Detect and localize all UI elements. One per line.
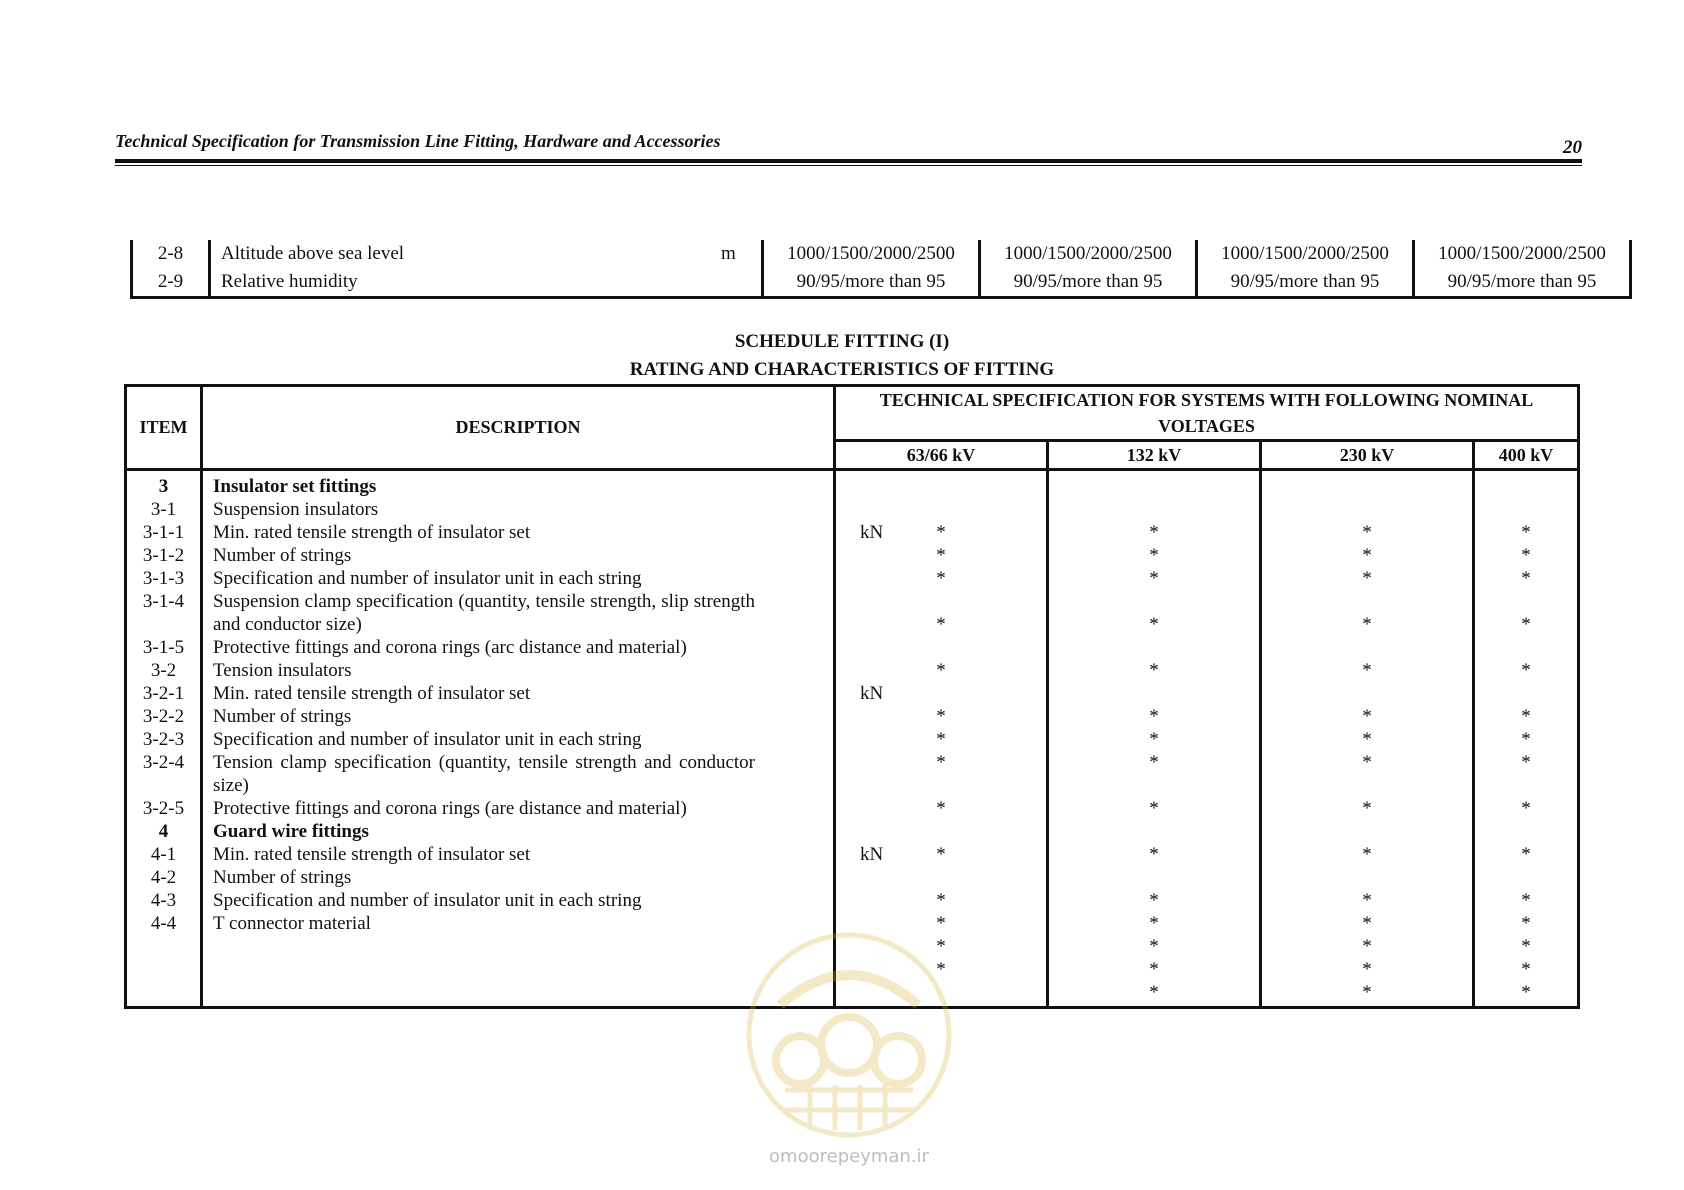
row-item-number: 3-1-2: [142, 545, 185, 566]
row-value: [1262, 797, 1472, 843]
value-asterisk: *: [936, 614, 946, 635]
value-asterisk: *: [1149, 752, 1159, 773]
value-asterisk: *: [1149, 522, 1159, 543]
row-item-number: 3-2-1: [142, 683, 185, 704]
row-value: [1049, 889, 1259, 912]
row-item-number: 3-1: [150, 499, 177, 520]
value-asterisk: *: [1362, 982, 1372, 1003]
row-value: [836, 659, 1046, 682]
value-asterisk: *: [1149, 545, 1159, 566]
row-value: [1475, 981, 1577, 1004]
row-item-number: 3-2-4: [142, 752, 185, 773]
row-description-text: Protective fittings and corona rings (arc distance and material): [213, 637, 687, 658]
value-asterisk: *: [936, 752, 946, 773]
row-value: [1262, 935, 1472, 958]
page-number: 20: [1563, 137, 1582, 158]
row-value: [1262, 981, 1472, 1004]
row-value: [1049, 475, 1259, 498]
value-column-230kv: [1261, 470, 1474, 1008]
env-row-value: 1000/1500/2000/2500: [1414, 240, 1631, 268]
row-value: [1262, 866, 1472, 889]
header-title: Technical Specification for Transmission Line Fitting, Hardware and Accessories: [115, 131, 721, 151]
row-value: [1049, 912, 1259, 935]
row-value: [1049, 659, 1259, 682]
env-row-description: Altitude above sea level: [221, 243, 405, 264]
value-asterisk: *: [1521, 545, 1531, 566]
row-description: [203, 705, 833, 728]
environment-row: [132, 240, 1631, 268]
value-asterisk: *: [1149, 798, 1159, 819]
row-description: [203, 521, 884, 544]
row-description-text: Min. rated tensile strength of insulator set: [213, 683, 531, 704]
row-description-text: Min. rated tensile strength of insulator set: [213, 844, 531, 865]
value-asterisk: *: [1521, 982, 1531, 1003]
row-description: [203, 475, 833, 498]
row-item-number: [127, 935, 200, 958]
row-description: [203, 935, 833, 958]
row-value: [1262, 889, 1472, 912]
row-value: [1049, 705, 1259, 728]
row-item-number: 4-4: [150, 913, 177, 934]
row-value: [836, 751, 1046, 774]
env-row-value: 1000/1500/2000/2500: [763, 240, 980, 268]
row-item-number: 4-1: [150, 844, 177, 865]
row-value: [1262, 521, 1472, 544]
env-row-value: 90/95/more than 95: [1197, 268, 1414, 298]
value-asterisk: *: [1362, 729, 1372, 750]
item-column: [126, 470, 202, 1008]
row-item-number: 3-2-5: [142, 798, 185, 819]
row-description: [203, 751, 833, 797]
row-description: [203, 590, 833, 636]
row-value: [1262, 613, 1472, 659]
value-asterisk: *: [1521, 936, 1531, 957]
row-item-number: 4-3: [150, 890, 177, 911]
env-row-unit: [721, 268, 763, 298]
row-value: [1049, 866, 1259, 889]
env-row-value: 90/95/more than 95: [1414, 268, 1631, 298]
row-value: [1262, 728, 1472, 751]
value-asterisk: *: [1362, 844, 1372, 865]
row-value: [836, 567, 1046, 590]
row-value: [1262, 912, 1472, 935]
row-description: [203, 498, 833, 521]
row-unit: kN: [860, 683, 884, 704]
row-unit: kN: [860, 522, 884, 543]
row-value: [1475, 682, 1577, 705]
row-value: [1049, 751, 1259, 774]
env-row-number: 2-9: [132, 268, 210, 298]
schedule-title: [0, 328, 1684, 384]
header-rule-thin: [115, 165, 1582, 166]
value-asterisk: *: [936, 798, 946, 819]
value-asterisk: *: [1521, 890, 1531, 911]
value-asterisk: *: [1362, 890, 1372, 911]
row-value: [1475, 613, 1577, 659]
row-item-number: 3-2: [150, 660, 177, 681]
row-value: [836, 866, 1046, 889]
row-value: [836, 498, 1046, 521]
row-value: [1475, 659, 1577, 682]
row-unit: kN: [860, 844, 884, 865]
value-asterisk: *: [1149, 729, 1159, 750]
row-description: [203, 659, 833, 682]
value-asterisk: *: [936, 522, 946, 543]
row-value: [1475, 544, 1577, 567]
row-value: [1262, 958, 1472, 981]
header-voltage-group: TECHNICAL SPECIFICATION FOR SYSTEMS WITH FOLLOWING NOMINAL VOLTAGES: [835, 386, 1579, 441]
row-value: [1262, 475, 1472, 498]
value-asterisk: *: [1521, 752, 1531, 773]
header-item: ITEM: [126, 386, 202, 470]
row-value: [1475, 843, 1577, 866]
row-item-number: 3-1-5: [142, 637, 185, 658]
row-value: [1475, 889, 1577, 912]
row-value: [836, 613, 1046, 659]
row-description-text: Specification and number of insulator unit in each string: [213, 729, 642, 750]
env-row-value: 90/95/more than 95: [980, 268, 1197, 298]
value-asterisk: *: [1149, 844, 1159, 865]
value-column-400kv: [1474, 470, 1579, 1008]
row-value: [1475, 935, 1577, 958]
row-value: [1475, 728, 1577, 751]
row-value: [1049, 567, 1259, 590]
row-description-text: Min. rated tensile strength of insulator set: [213, 522, 531, 543]
value-asterisk: *: [1149, 890, 1159, 911]
schedule-title-line1: SCHEDULE FITTING (I): [734, 331, 950, 352]
row-description: [203, 544, 833, 567]
value-asterisk: *: [1149, 936, 1159, 957]
row-description: [203, 636, 833, 659]
row-value: [1262, 659, 1472, 682]
env-row-value: 90/95/more than 95: [763, 268, 980, 298]
row-value: [1049, 958, 1259, 981]
row-description-text: Specification and number of insulator unit in each string: [213, 890, 642, 911]
row-value: [1475, 567, 1577, 590]
value-asterisk: *: [1362, 936, 1372, 957]
row-description-text: Specification and number of insulator unit in each string: [213, 568, 642, 589]
value-asterisk: *: [1521, 614, 1531, 635]
row-item-number: 3-2-3: [142, 729, 185, 750]
row-item-number: 3-1-1: [142, 522, 185, 543]
value-asterisk: *: [1149, 614, 1159, 635]
value-asterisk: *: [1149, 959, 1159, 980]
row-value: [1475, 958, 1577, 981]
row-value: [836, 889, 1046, 912]
row-description: [203, 797, 833, 820]
header-voltage-230kv: 230 kV: [1261, 441, 1474, 470]
value-asterisk: *: [1149, 913, 1159, 934]
value-column-132kv: [1048, 470, 1261, 1008]
row-value: [836, 705, 1046, 728]
row-value: [1049, 728, 1259, 751]
row-description-text: Number of strings: [213, 867, 352, 888]
value-asterisk: *: [1362, 522, 1372, 543]
row-description: [203, 889, 833, 912]
value-asterisk: *: [1521, 959, 1531, 980]
watermark-logo: [740, 925, 958, 1155]
value-asterisk: *: [936, 568, 946, 589]
row-value: [836, 797, 1046, 843]
row-value: [1049, 613, 1259, 659]
row-value: [1049, 521, 1259, 544]
row-description-text: Guard wire fittings: [213, 821, 369, 842]
value-asterisk: *: [936, 545, 946, 566]
row-value: [836, 544, 1046, 567]
row-description-text: Suspension clamp specification (quantity, tensile strength, slip strength and conductor size): [213, 591, 755, 635]
value-asterisk: *: [936, 959, 946, 980]
value-asterisk: *: [1521, 844, 1531, 865]
row-value: [1475, 912, 1577, 935]
row-value: [1049, 981, 1259, 1004]
value-asterisk: *: [1362, 798, 1372, 819]
row-item-number: 3-2-2: [142, 706, 185, 727]
environment-table: [130, 240, 1632, 299]
row-description-text: Number of strings: [213, 545, 352, 566]
row-value: [1262, 498, 1472, 521]
row-value: [1262, 682, 1472, 705]
row-description: [203, 728, 833, 751]
header-rule-thick: [115, 159, 1582, 163]
row-value: [1049, 843, 1259, 866]
value-asterisk: *: [1521, 729, 1531, 750]
row-value: [1475, 866, 1577, 889]
value-asterisk: *: [936, 890, 946, 911]
env-row-value: 1000/1500/2000/2500: [1197, 240, 1414, 268]
row-item-number: 3: [158, 476, 169, 497]
row-value: [1475, 475, 1577, 498]
row-value: [1262, 567, 1472, 590]
row-description-text: Insulator set fittings: [213, 476, 377, 497]
value-asterisk: *: [936, 913, 946, 934]
row-value: [836, 475, 1046, 498]
header-voltage-400kv: 400 kV: [1474, 441, 1579, 470]
row-description: [203, 843, 884, 866]
value-asterisk: *: [936, 844, 946, 865]
env-row-value: 1000/1500/2000/2500: [980, 240, 1197, 268]
row-item-number: 4-2: [150, 867, 177, 888]
row-description: [203, 682, 884, 705]
row-description-text: T connector material: [213, 913, 371, 934]
environment-row: [132, 268, 1631, 298]
row-value: [1475, 498, 1577, 521]
value-asterisk: *: [1149, 660, 1159, 681]
value-asterisk: *: [936, 729, 946, 750]
value-asterisk: *: [1362, 913, 1372, 934]
value-asterisk: *: [1362, 752, 1372, 773]
row-description-text: Tension insulators: [213, 660, 352, 681]
fitting-schedule-table: [124, 384, 1580, 1009]
value-asterisk: *: [1362, 568, 1372, 589]
row-value: [836, 728, 1046, 751]
row-description-text: Suspension insulators: [213, 499, 379, 520]
row-value: [1475, 797, 1577, 843]
row-item-number: 4: [158, 821, 169, 842]
header-voltage-63-66kv: 63/66 kV: [835, 441, 1048, 470]
watermark-text: omoorepeyman.ir: [769, 1146, 929, 1167]
row-value: [1049, 544, 1259, 567]
env-row-unit: m: [721, 240, 763, 268]
header-description: DESCRIPTION: [202, 386, 835, 470]
row-description: [203, 820, 833, 843]
schedule-title-line2: RATING AND CHARACTERISTICS OF FITTING: [629, 359, 1055, 380]
value-asterisk: *: [1362, 614, 1372, 635]
row-value: [1049, 498, 1259, 521]
value-asterisk: *: [1362, 545, 1372, 566]
row-value: [1475, 751, 1577, 774]
value-asterisk: *: [1521, 798, 1531, 819]
row-value: [1262, 544, 1472, 567]
value-asterisk: *: [1149, 982, 1159, 1003]
row-description-text: Number of strings: [213, 706, 352, 727]
value-asterisk: *: [936, 660, 946, 681]
value-asterisk: *: [1521, 660, 1531, 681]
row-description-text: Protective fittings and corona rings (are distance and material): [213, 798, 687, 819]
value-asterisk: *: [1149, 706, 1159, 727]
value-asterisk: *: [936, 706, 946, 727]
row-value: [1475, 705, 1577, 728]
row-value: [1262, 705, 1472, 728]
header-voltage-132kv: 132 kV: [1048, 441, 1261, 470]
value-asterisk: *: [1521, 568, 1531, 589]
value-asterisk: *: [1521, 522, 1531, 543]
row-description-text: Tension clamp specification (quantity, tensile strength and conductor size): [213, 752, 755, 796]
row-item-number: 3-1-4: [142, 591, 185, 612]
row-description: [203, 912, 833, 935]
value-asterisk: *: [1521, 706, 1531, 727]
value-asterisk: *: [936, 936, 946, 957]
row-value: [1049, 797, 1259, 843]
row-value: [1262, 751, 1472, 774]
row-item-number: 3-1-3: [142, 568, 185, 589]
value-asterisk: *: [1362, 959, 1372, 980]
value-asterisk: *: [1362, 660, 1372, 681]
row-value: [1475, 521, 1577, 544]
env-row-description: Relative humidity: [210, 268, 722, 298]
row-value: [1049, 682, 1259, 705]
row-value: [1262, 843, 1472, 866]
value-asterisk: *: [1362, 706, 1372, 727]
value-asterisk: *: [1149, 568, 1159, 589]
env-row-number: 2-8: [132, 240, 210, 268]
row-description: [203, 866, 833, 889]
row-description: [203, 567, 833, 590]
value-asterisk: *: [1521, 913, 1531, 934]
row-value: [1049, 935, 1259, 958]
